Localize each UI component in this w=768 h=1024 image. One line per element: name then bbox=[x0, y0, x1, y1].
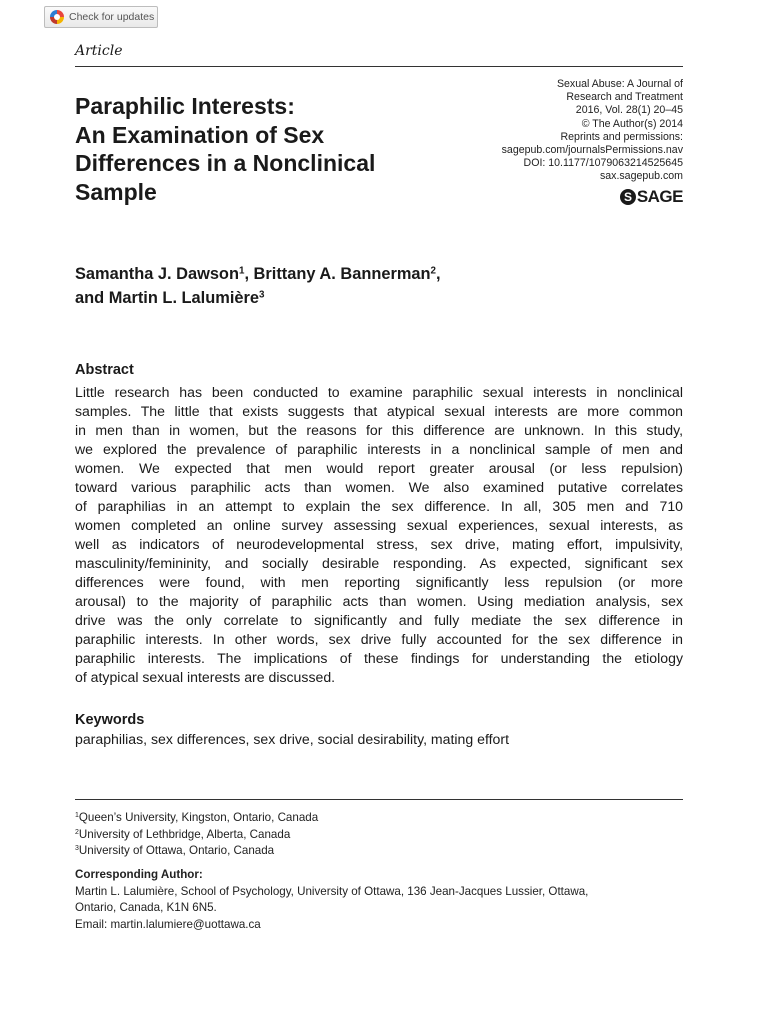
affiliation-marker: 1 bbox=[75, 812, 79, 820]
corresponding-address-line: Ontario, Canada, K1N 6N5. bbox=[75, 901, 217, 914]
affiliation-item bbox=[75, 843, 318, 860]
abstract-line: drive was the only correlate to significantly and fully mediate the sex difference in bbox=[75, 612, 683, 628]
abstract-line: paraphilic interests. In other words, sex drive fully accounted for the sex difference in bbox=[75, 631, 683, 647]
affiliation-marker: 1 bbox=[238, 265, 245, 277]
abstract-line: toward various paraphilic acts than women. We also examined putative correlates bbox=[75, 479, 683, 495]
check-for-updates-label: Check for updates bbox=[69, 11, 155, 23]
affiliation-marker: 2 bbox=[430, 265, 437, 277]
abstract-line: arousal) to the majority of paraphilic acts than women. Using mediation analysis, sex bbox=[75, 593, 683, 609]
affiliation-marker: 3 bbox=[258, 289, 265, 301]
copyright: © The Author(s) 2014 bbox=[581, 117, 683, 130]
doi-link[interactable]: DOI: 10.1177/1079063214525645 bbox=[523, 157, 683, 170]
affiliation-item bbox=[75, 810, 318, 827]
abstract-body bbox=[75, 383, 683, 687]
abstract-line: well as indicators of neurodevelopmental stress, sex drive, mating effort, impulsivity, bbox=[75, 536, 683, 552]
author-line bbox=[75, 262, 695, 286]
author-separator: , bbox=[436, 265, 441, 283]
author-name: Samantha J. Dawson bbox=[75, 265, 239, 283]
affiliation-item bbox=[75, 827, 318, 844]
sage-logo-icon: S bbox=[620, 189, 636, 205]
abstract-line: of atypical sexual interests are discussed. bbox=[75, 669, 336, 685]
abstract-line: women. We expected that men would report greater arousal (or less repulsion) bbox=[75, 460, 683, 476]
abstract-line: paraphilic interests. The implications of these findings for understanding the etiology bbox=[75, 650, 683, 666]
corresponding-address-line: Martin L. Lalumière, School of Psychology, University of Ottawa, 136 Jean-Jacques Lussier, Ottawa, bbox=[75, 884, 589, 898]
author-line bbox=[75, 286, 695, 310]
journal-name-line: Sexual Abuse: A Journal of bbox=[556, 78, 683, 90]
journal-info bbox=[443, 78, 683, 184]
affiliation-text: University of Lethbridge, Alberta, Canada bbox=[78, 827, 291, 841]
journal-volume: 2016, Vol. 28(1) 20–45 bbox=[575, 104, 683, 117]
affiliation-text: Queen’s University, Kingston, Ontario, Canada bbox=[78, 811, 319, 824]
abstract-line: Little research has been conducted to examine paraphilic sexual interests in nonclinical bbox=[75, 384, 683, 400]
crossmark-icon bbox=[50, 10, 64, 24]
permissions-link[interactable]: sagepub.com/journalsPermissions.nav bbox=[501, 144, 683, 157]
corresponding-email-line bbox=[75, 917, 683, 934]
title-line: An Examination of Sex bbox=[75, 121, 325, 148]
abstract-line: samples. The little that exists suggests that atypical sexual interests are more common bbox=[75, 403, 683, 419]
author-separator: , bbox=[244, 265, 254, 283]
sage-logo bbox=[620, 187, 683, 207]
abstract-line: we explored the prevalence of paraphilic interests in a nonclinical sample of men and bbox=[75, 441, 683, 457]
header-divider bbox=[75, 66, 683, 67]
abstract-line: differences were found, with men reporting significantly less repulsion (or more bbox=[75, 574, 683, 590]
author-name: Martin L. Lalumière bbox=[108, 289, 259, 307]
article-title bbox=[75, 92, 475, 206]
abstract-heading: Abstract bbox=[75, 362, 134, 378]
footnote-divider bbox=[75, 799, 683, 800]
abstract-line: women completed an online survey assessing sexual experiences, sexual interests, as bbox=[75, 517, 683, 533]
abstract-line: of paraphilias in an attempt to explain the sex difference. In all, 305 men and 710 bbox=[75, 498, 683, 514]
title-line: Paraphilic Interests: bbox=[75, 93, 295, 119]
affiliation-marker: 2 bbox=[75, 828, 79, 836]
check-for-updates-button[interactable] bbox=[44, 6, 158, 28]
corresponding-author bbox=[75, 867, 683, 933]
title-line: Differences in a Nonclinical bbox=[75, 150, 376, 176]
abstract-line: masculinity/femininity, and socially desirable responding. As expected, significant sex bbox=[75, 555, 683, 571]
affiliation-marker: 3 bbox=[75, 845, 79, 853]
keywords-heading: Keywords bbox=[75, 712, 145, 728]
journal-site-link[interactable]: sax.sagepub.com bbox=[599, 170, 683, 183]
affiliation-text: University of Ottawa, Ontario, Canada bbox=[78, 844, 275, 857]
keywords-text: paraphilias, sex differences, sex drive, social desirability, mating effort bbox=[75, 731, 509, 747]
title-line: Sample bbox=[75, 178, 157, 205]
abstract-line: in men than in women, but the reasons for this difference are unknown. In this study, bbox=[75, 422, 683, 438]
email-link[interactable]: martin.lalumiere@uottawa.ca bbox=[110, 917, 261, 931]
journal-name-line: Research and Treatment bbox=[566, 91, 683, 104]
reprints-label: Reprints and permissions: bbox=[560, 130, 683, 143]
sage-logo-text: SAGE bbox=[636, 187, 683, 206]
author-conjunction: and bbox=[75, 289, 109, 307]
corresponding-author-heading: Corresponding Author: bbox=[75, 868, 203, 881]
affiliations bbox=[75, 810, 318, 860]
article-type: Article bbox=[75, 43, 123, 59]
email-label: Email: bbox=[75, 917, 111, 931]
author-list bbox=[75, 262, 695, 310]
author-name: Brittany A. Bannerman bbox=[253, 265, 431, 283]
